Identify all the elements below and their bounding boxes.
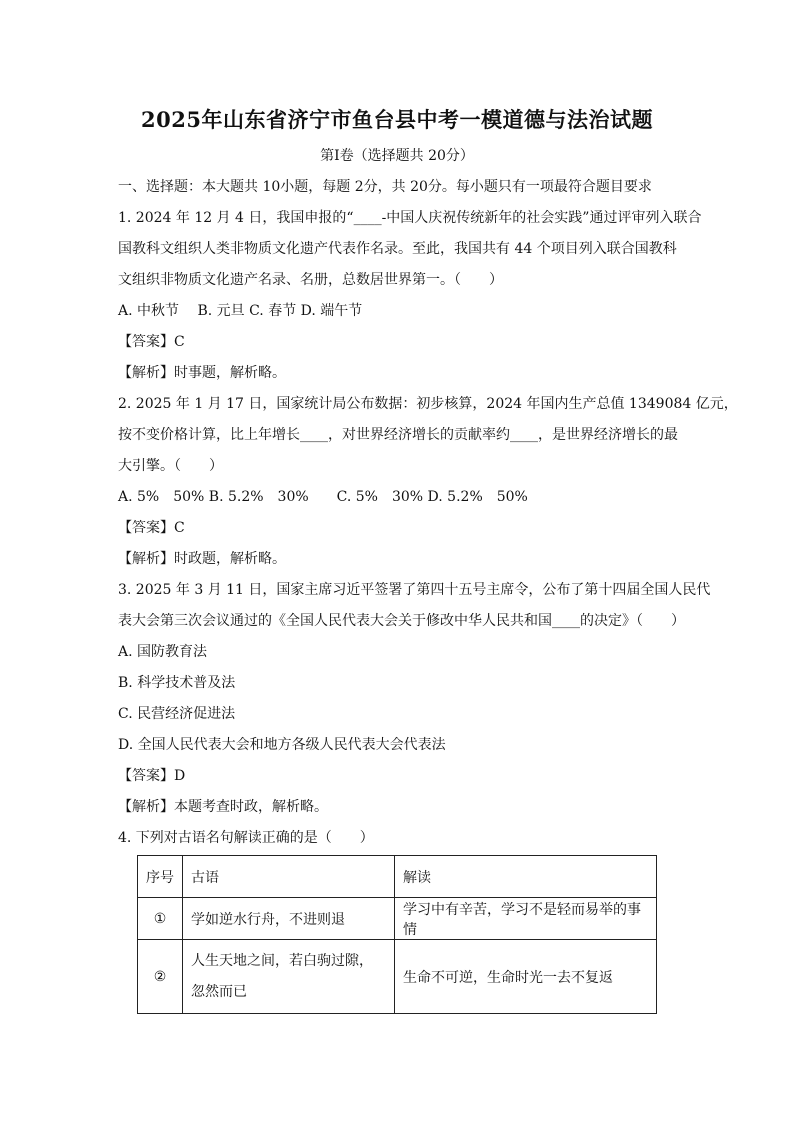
table-cell-number: ① bbox=[138, 898, 183, 940]
quote-line: 忽然而已 bbox=[191, 983, 247, 1000]
table-header-cell: 序号 bbox=[138, 856, 183, 898]
q2-answer: 【答案】C bbox=[118, 520, 185, 536]
q1-line: 1. 2024 年 12 月 4 日，我国申报的“____-中国人庆祝传统新年的社会实践”通过评审列入联合 bbox=[118, 210, 702, 226]
section-heading: 一、选择题：本大题共 10小题，每题 2分，共 20分。每小题只有一项最符合题目要求 bbox=[118, 179, 652, 195]
page-title: 2025年山东省济宁市鱼台县中考一模道德与法治试题 bbox=[141, 107, 653, 132]
q3-line: 表大会第三次会议通过的《全国人民代表大会关于修改中华人民共和国____的决定》（ ） bbox=[118, 613, 685, 629]
q1-line: 文组织非物质文化遗产名录、名册，总数居世界第一。（ ） bbox=[118, 272, 503, 288]
quote-line: 人生天地之间，若白驹过隙， bbox=[191, 952, 373, 969]
q4-stem: 4. 下列对古语名句解读正确的是（ ） bbox=[118, 830, 374, 846]
table-cell-meaning: 生命不可逆，生命时光一去不复返 bbox=[395, 940, 657, 1014]
table-header-cell: 古语 bbox=[183, 856, 395, 898]
q4-table bbox=[137, 855, 657, 1014]
q2-options: A. 5% 50% B. 5.2% 30% C. 5% 30% D. 5.2% 50% bbox=[118, 489, 528, 505]
q3-option: C. 民营经济促进法 bbox=[118, 706, 236, 722]
quote-line: 学如逆水行舟，不进则退 bbox=[191, 911, 345, 928]
table-cell-meaning: 学习中有辛苦，学习不是轻而易举的事情 bbox=[395, 898, 657, 940]
q3-option: B. 科学技术普及法 bbox=[118, 675, 236, 691]
table-cell-number: ② bbox=[138, 940, 183, 1014]
q3-answer: 【答案】D bbox=[118, 768, 186, 784]
table-row bbox=[138, 898, 657, 940]
q2-line: 2. 2025 年 1 月 17 日，国家统计局公布数据：初步核算，2024 年国内生产总值 1349084 亿元， bbox=[118, 396, 738, 412]
table-header-cell: 解读 bbox=[395, 856, 657, 898]
table-cell-quote bbox=[183, 898, 395, 940]
q3-analysis: 【解析】本题考查时政，解析略。 bbox=[118, 799, 328, 815]
page-subtitle: 第I卷（选择题共 20分） bbox=[320, 148, 474, 164]
q3-option: D. 全国人民代表大会和地方各级人民代表大会代表法 bbox=[118, 737, 446, 753]
q2-line: 按不变价格计算，比上年增长____，对世界经济增长的贡献率约____，是世界经济增长的最 bbox=[118, 427, 678, 443]
q1-line: 国教科文组织人类非物质文化遗产代表作名录。至此，我国共有 44 个项目列入联合国教科 bbox=[118, 241, 677, 257]
q2-line: 大引擎。（ ） bbox=[118, 458, 223, 474]
q3-line: 3. 2025 年 3 月 11 日，国家主席习近平签署了第四十五号主席令，公布了第十四届全国人民代 bbox=[118, 582, 711, 598]
table-header-row bbox=[138, 856, 657, 898]
q1-analysis: 【解析】时事题，解析略。 bbox=[118, 365, 286, 381]
q1-answer: 【答案】C bbox=[118, 334, 185, 350]
table-cell-quote bbox=[183, 940, 395, 1014]
q1-options: A. 中秋节 B. 元旦 C. 春节 D. 端午节 bbox=[118, 303, 363, 319]
table-row bbox=[138, 940, 657, 1014]
q3-option: A. 国防教育法 bbox=[118, 644, 208, 660]
q2-analysis: 【解析】时政题，解析略。 bbox=[118, 551, 286, 567]
